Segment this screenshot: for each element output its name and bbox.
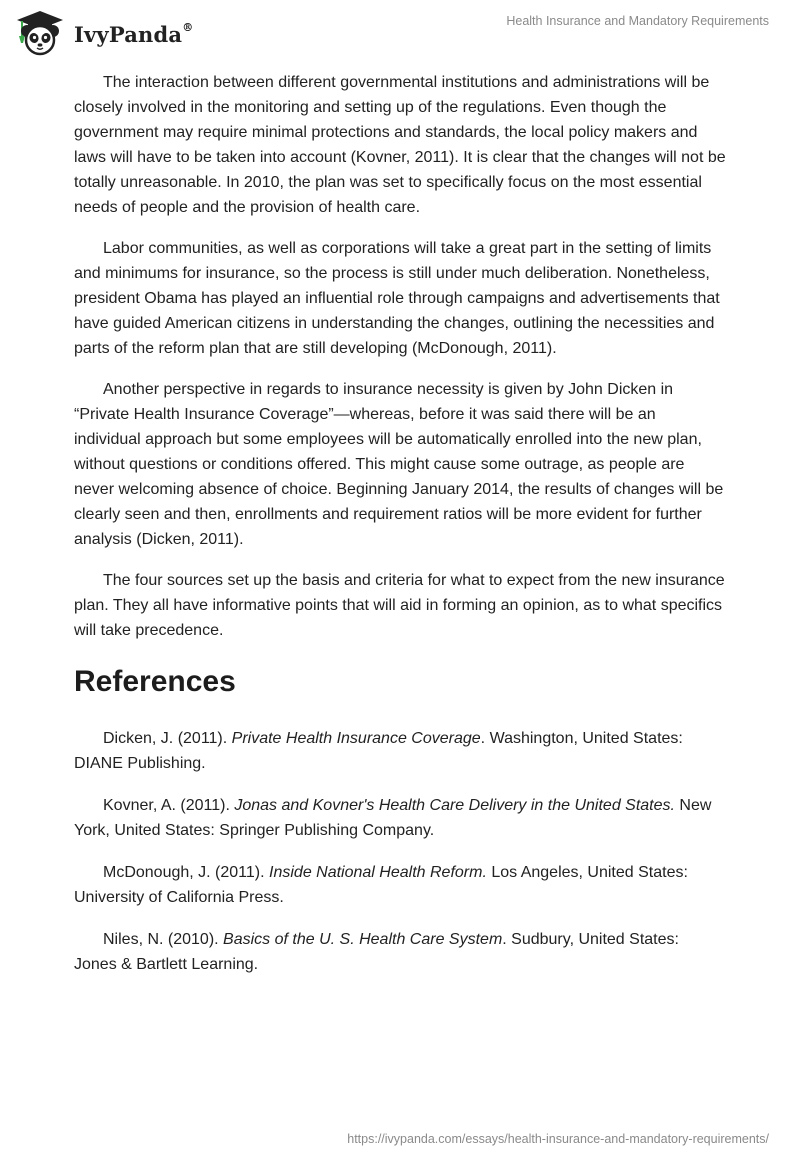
body-paragraph: Labor communities, as well as corporations will take a great part in the setting of limits and minimums for insurance, so the process is still under much deliberation. Nonetheless, president Obama has played an influential role through campaigns and advertisements that have guided American citizens in understanding the changes, outlining the necessities and parts of the reform plan that are still developing (McDonough, 2011). bbox=[74, 240, 720, 357]
reference-publisher: . Washington, United States: DIANE Publishing. bbox=[74, 730, 683, 772]
brand-name: IvyPanda® bbox=[74, 20, 194, 47]
reference-title: Private Health Insurance Coverage bbox=[231, 730, 481, 747]
reference-author-year: Dicken, J. (2011). bbox=[103, 730, 232, 747]
source-url[interactable]: https://ivypanda.com/essays/health-insurance-and-mandatory-requirements/ bbox=[347, 1132, 769, 1146]
page-header bbox=[0, 0, 800, 60]
body-paragraph: The four sources set up the basis and criteria for what to expect from the new insurance plan. They all have informative points that will aid in forming an opinion, as to what specifics will take precedence. bbox=[74, 572, 725, 639]
reference-item bbox=[74, 793, 726, 843]
reference-publisher: New York, United States: Springer Publishing Company. bbox=[74, 797, 712, 839]
document-title: Health Insurance and Mandatory Requirements bbox=[506, 14, 769, 28]
reference-author-year: Niles, N. (2010). bbox=[103, 931, 224, 948]
ivypanda-logo[interactable] bbox=[14, 8, 193, 56]
body-paragraph: Another perspective in regards to insurance necessity is given by John Dicken in “Private Health Insurance Coverage”—whereas, before it was said there will be an individual approach but some employees will be automatically enrolled into the new plan, without questions or conditions offered. This might cause some outrage, as people are never welcoming absence of choice. Beginning January 2014, the results of changes will be clearly seen and then, enrollments and requirement ratios will be more evident for further analysis (Dicken, 2011). bbox=[74, 381, 724, 548]
reference-publisher: . Sudbury, United States: Jones & Bartlett Learning. bbox=[74, 931, 679, 973]
reference-author-year: McDonough, J. (2011). bbox=[103, 864, 270, 881]
reference-publisher: Los Angeles, United States: University of California Press. bbox=[74, 864, 688, 906]
essay-content bbox=[74, 70, 726, 994]
panda-graduate-logo-icon bbox=[14, 8, 66, 56]
body-paragraph: The interaction between different governmental institutions and administrations will be closely involved in the monitoring and setting up of the regulations. Even though the government may require minimal protections and standards, the local policy makers and laws will have to be taken into account (Kovner, 2011). It is clear that the changes will not be totally unreasonable. In 2010, the plan was set to specifically focus on the most essential needs of people and the provision of health care. bbox=[74, 74, 726, 216]
reference-title: Basics of the U. S. Health Care System bbox=[223, 931, 503, 948]
reference-author-year: Kovner, A. (2011). bbox=[103, 797, 235, 814]
reference-item bbox=[74, 726, 726, 776]
reference-title: Jonas and Kovner's Health Care Delivery in the United States. bbox=[234, 797, 675, 814]
reference-item bbox=[74, 860, 726, 910]
references-heading: References bbox=[74, 665, 236, 698]
reference-title: Inside National Health Reform. bbox=[269, 864, 487, 881]
registered-mark: ® bbox=[182, 20, 194, 34]
reference-item bbox=[74, 927, 726, 977]
